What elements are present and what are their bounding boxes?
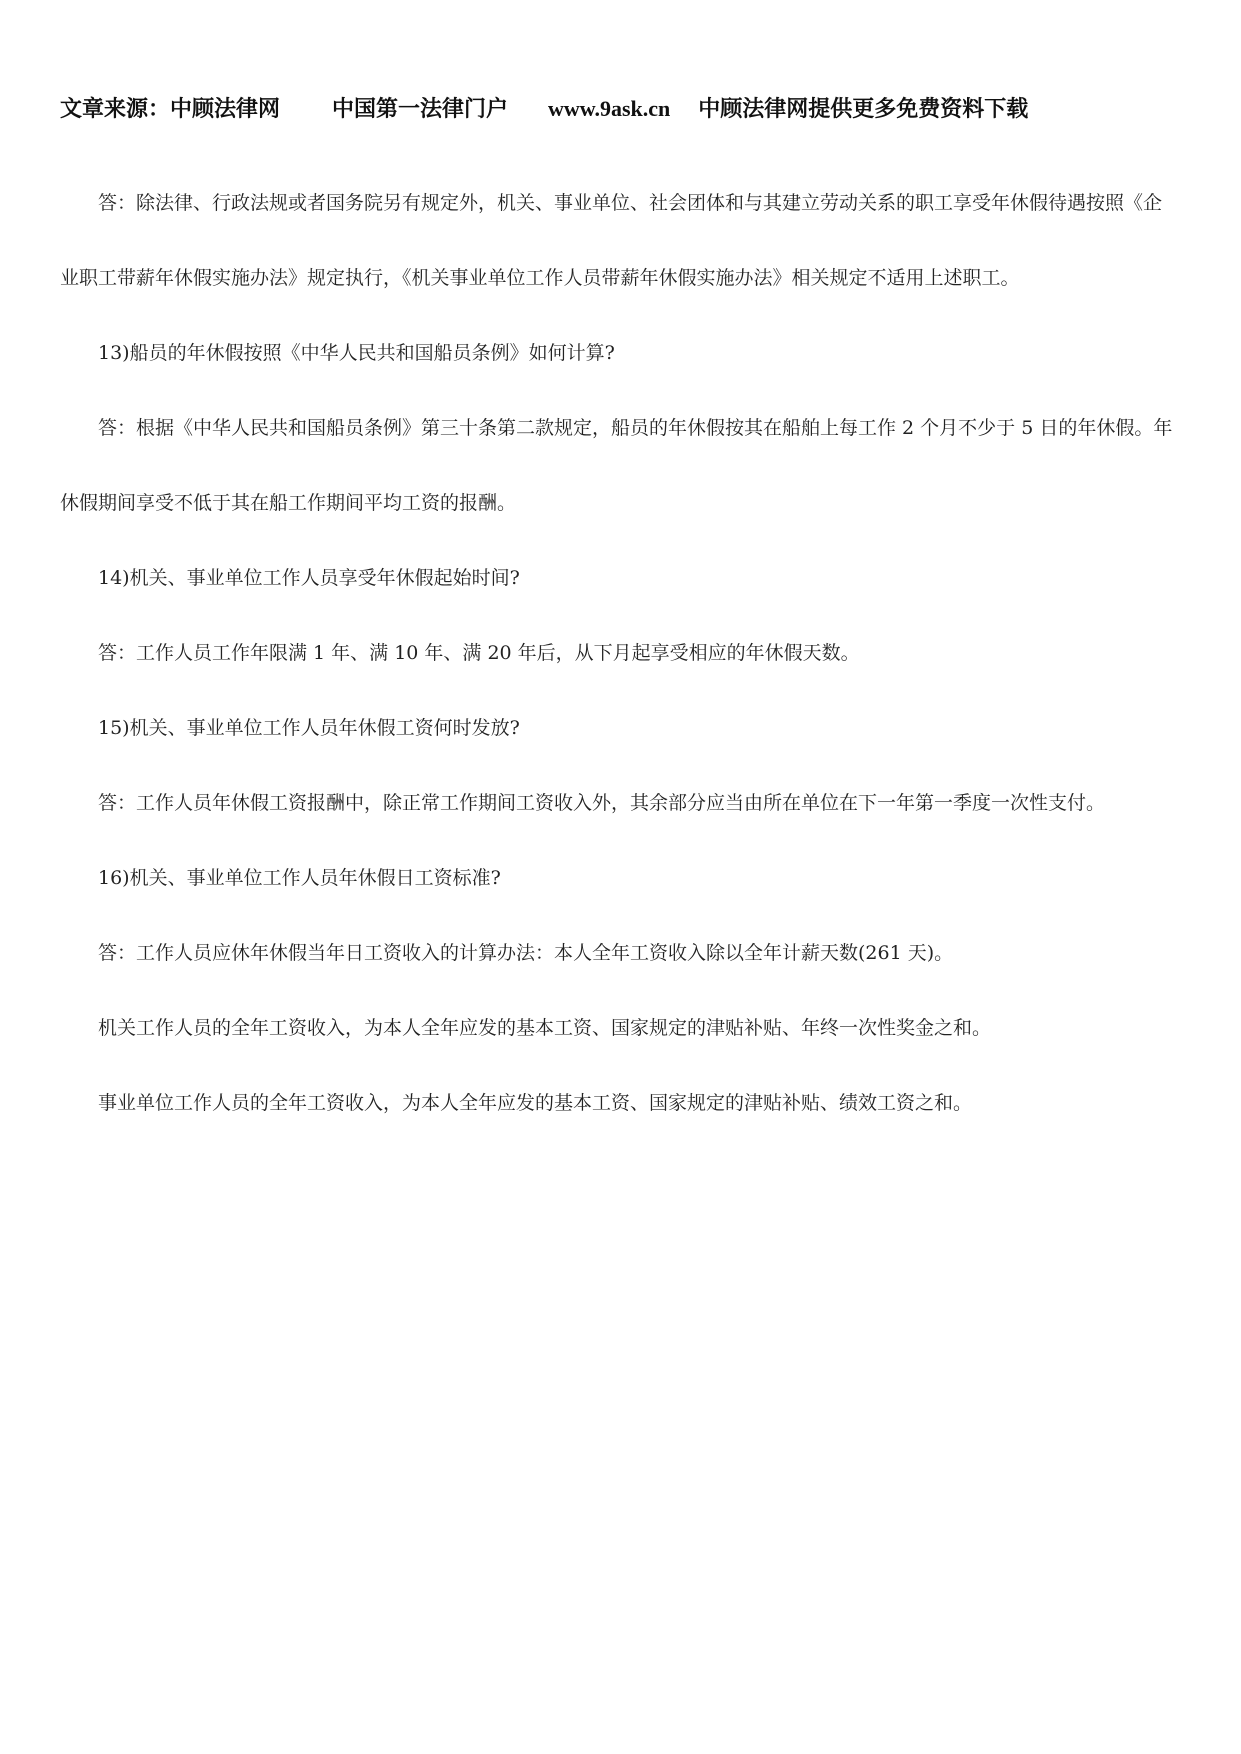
page-header bbox=[60, 92, 1028, 123]
body-paragraph: 机关工作人员的全年工资收入，为本人全年应发的基本工资、国家规定的津贴补贴、年终一次性奖金之和。 bbox=[98, 1017, 992, 1039]
answer-paragraph: 答：除法律、行政法规或者国务院另有规定外，机关、事业单位、社会团体和与其建立劳动关系的职工享受年休假待遇按照《企业职工带薪年休假实施办法》规定执行，《机关事业单位工作人员带薪年休假实施办法》相关规定不适用上述职工。 bbox=[60, 192, 1163, 289]
body-paragraph: 事业单位工作人员的全年工资收入，为本人全年应发的基本工资、国家规定的津贴补贴、绩效工资之和。 bbox=[98, 1092, 973, 1114]
answer-paragraph: 答：工作人员应休年休假当年日工资收入的计算办法：本人全年工资收入除以全年计薪天数(261 天)。 bbox=[98, 942, 954, 964]
question-heading: 16)机关、事业单位工作人员年休假日工资标准? bbox=[98, 867, 501, 889]
answer-paragraph: 答：根据《中华人民共和国船员条例》第三十条第二款规定，船员的年休假按其在船舶上每工作 2 个月不少于 5 日的年休假。年休假期间享受不低于其在船工作期间平均工资的报酬。 bbox=[60, 417, 1173, 514]
header-portal: 中国第一法律门户 bbox=[332, 96, 509, 122]
header-site-link[interactable]: www.9ask.cn bbox=[548, 96, 671, 121]
question-heading: 14)机关、事业单位工作人员享受年休假起始时间? bbox=[98, 567, 520, 589]
question-heading: 15)机关、事业单位工作人员年休假工资何时发放? bbox=[98, 717, 520, 739]
question-heading: 13)船员的年休假按照《中华人民共和国船员条例》如何计算? bbox=[98, 342, 615, 364]
document-body bbox=[60, 166, 1180, 1141]
header-source: 文章来源：中顾法律网 bbox=[60, 96, 281, 122]
header-slogan: 中顾法律网提供更多免费资料下载 bbox=[698, 96, 1029, 122]
answer-paragraph: 答：工作人员工作年限满 1 年、满 10 年、满 20 年后，从下月起享受相应的年休假天数。 bbox=[98, 642, 860, 664]
answer-paragraph: 答：工作人员年休假工资报酬中，除正常工作期间工资收入外，其余部分应当由所在单位在下一年第一季度一次性支付。 bbox=[98, 792, 1106, 814]
